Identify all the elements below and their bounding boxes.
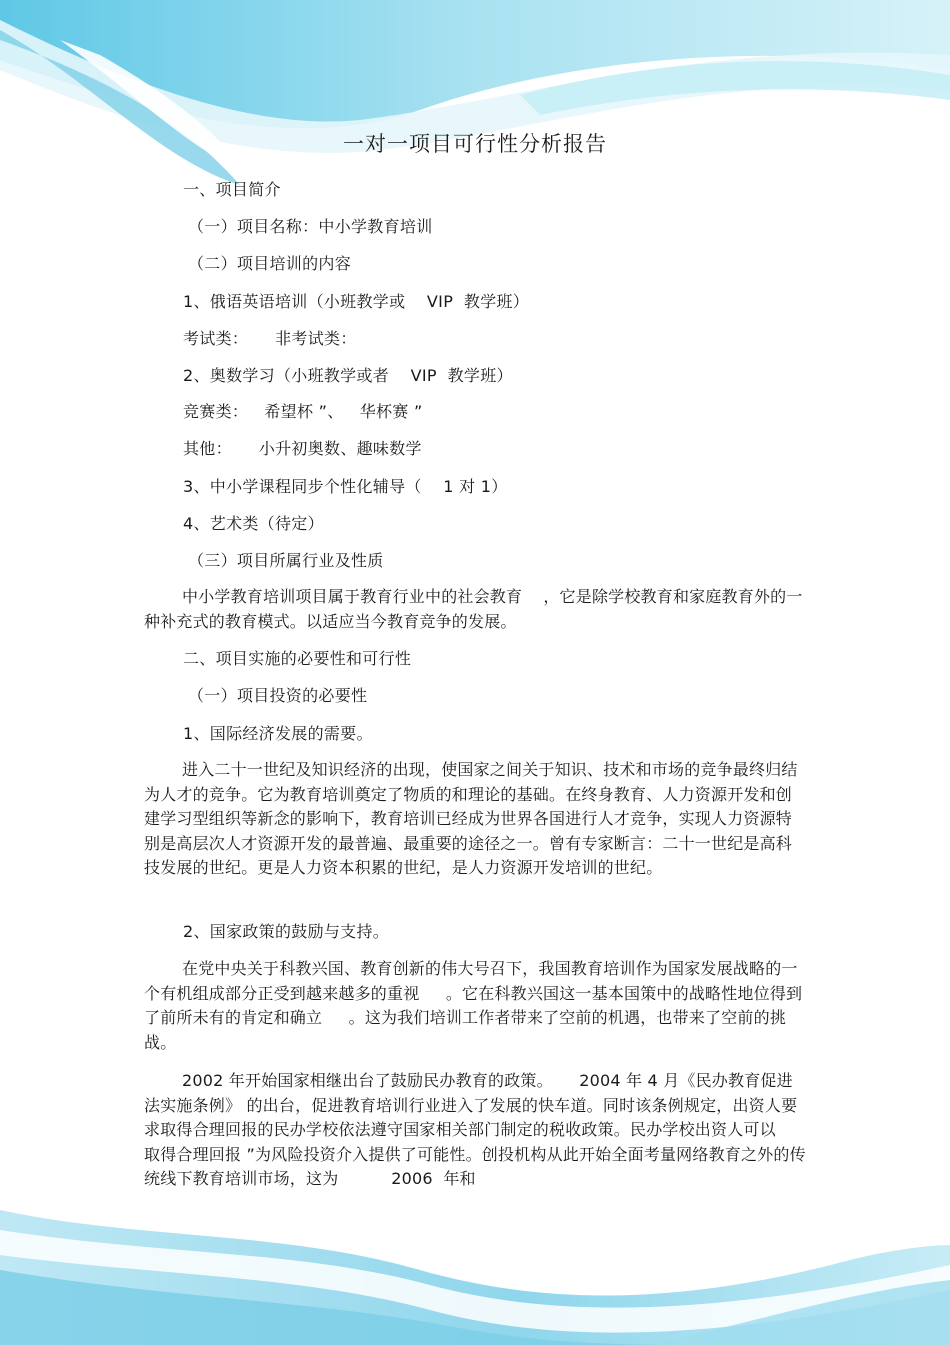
point-policy: 2、国家政策的鼓励与支持。 xyxy=(183,922,390,941)
list-item-1-sub: 考试类： 非考试类： xyxy=(183,329,357,348)
list-item-2-sub-1: 竞赛类： 希望杯 ”、 华杯赛 ” xyxy=(183,402,423,421)
paragraph-2002: 2002 年开始国家相继出台了鼓励民办教育的政策。 2004 年 4 月《民办教育促进法实施条例》 的出台，促进教育培训行业进入了发展的快车道。同时该条例规定，出资人要求取得合理回报的民办学校依法遵守国家相关部门制定的税收政策。民办学校出资人可以 取得合理回报 ”为风险投资介入提供了可能性。创投机构从此开始全面考量网络教育之外的传统线下教育培训市场，这为 2006 年和 xyxy=(144,1071,806,1188)
list-item-3: 3、中小学课程同步个性化辅导（ 1 对 1） xyxy=(183,477,508,496)
paragraph-industry: 中小学教育培训项目属于教育行业中的社会教育 ，它是除学校教育和家庭教育外的一种补充式的教育模式。以适应当今教育竞争的发展。 xyxy=(144,587,803,631)
document-title: 一对一项目可行性分析报告 xyxy=(343,132,607,156)
paragraph-international: 进入二十一世纪及知识经济的出现，使国家之间关于知识、技术和市场的竞争最终归结为人才的竞争。它为教育培训奠定了物质的和理论的基础。在终身教育、人力资源开发和创建学习型组织等新念的影响下，教育培训已经成为世界各国进行人才竞争，实现人力资源特别是高层次人才资源开发的最普遍、最重要的途径之一。曾有专家断言：二十一世纪是高科技发展的世纪。更是人力资本积累的世纪，是人力资源开发培训的世纪。 xyxy=(144,760,798,877)
subsection-industry: （三）项目所属行业及性质 xyxy=(188,551,384,570)
list-item-2-sub-2: 其他： 小升初奥数、趣味数学 xyxy=(183,439,422,458)
list-item-1: 1、俄语英语培训（小班教学或 VIP 教学班） xyxy=(183,292,530,311)
point-international: 1、国际经济发展的需要。 xyxy=(183,724,373,743)
section-heading-2: 二、项目实施的必要性和可行性 xyxy=(183,649,412,668)
list-item-4: 4、艺术类（待定） xyxy=(183,514,324,533)
list-item-2: 2、奥数学习（小班教学或者 VIP 教学班） xyxy=(183,366,513,385)
paragraph-policy: 在党中央关于科教兴国、教育创新的伟大号召下，我国教育培训作为国家发展战略的一个有机组成部分正受到越来越多的重视 。它在科教兴国这一基本国策中的战略性地位得到了前所未有的肯定和确立 。这为我们培训工作者带来了空前的机遇，也带来了空前的挑战。 xyxy=(144,959,803,1052)
section-heading-1: 一、项目简介 xyxy=(183,180,281,199)
subsection-project-name: （一）项目名称：中小学教育培训 xyxy=(188,217,433,236)
subsection-training-content: （二）项目培训的内容 xyxy=(188,254,352,273)
subsection-necessity: （一）项目投资的必要性 xyxy=(188,686,368,705)
